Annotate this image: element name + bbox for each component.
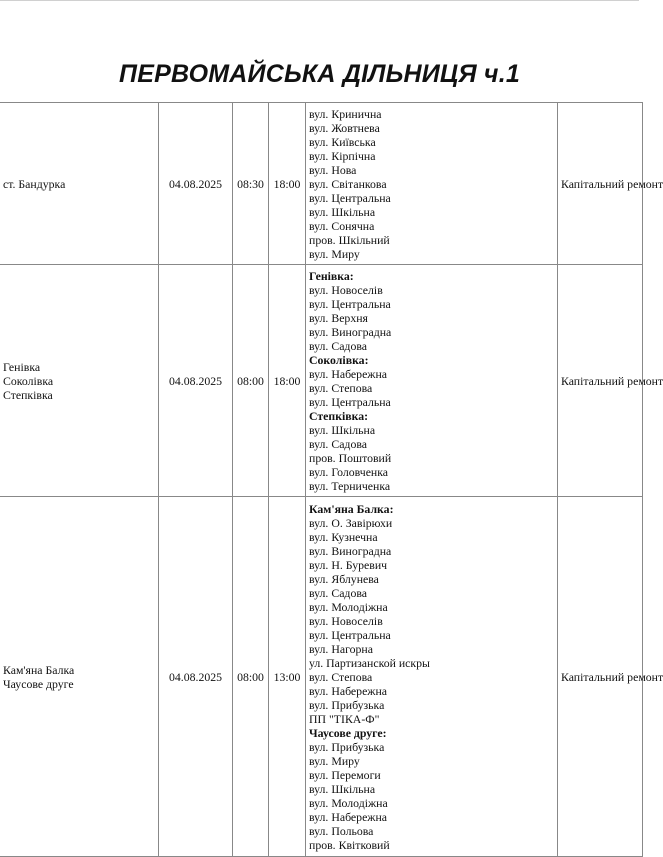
street-name: вул. Кірпічна xyxy=(309,148,376,163)
schedule-table-body xyxy=(0,103,663,857)
street-name: пров. Шкільний xyxy=(309,232,390,247)
street-name: вул. Виноградна xyxy=(309,324,392,339)
street-name: вул. Центральна xyxy=(309,394,391,409)
street-name: вул. Кузнечна xyxy=(309,529,378,544)
street-name: вул. Степова xyxy=(309,669,373,684)
date-cell: 04.08.2025 xyxy=(159,265,233,497)
street-name: вул. Миру xyxy=(309,246,360,261)
street-name: вул. Головченка xyxy=(309,464,389,479)
work-type-cell: Капітальний ремонт xyxy=(558,103,643,265)
street-name: вул. Перемоги xyxy=(309,767,381,782)
location-name: Соколівка xyxy=(3,373,54,388)
street-name: вул. Польова xyxy=(309,823,374,838)
date-cell: 04.08.2025 xyxy=(159,103,233,265)
street-name: вул. Яблунева xyxy=(309,571,379,586)
start-time-cell: 08:00 xyxy=(233,265,269,497)
street-name: вул. Н. Буревич xyxy=(309,557,388,572)
location-name: ст. Бандурка xyxy=(3,176,66,191)
street-name: вул. Новоселів xyxy=(309,613,383,628)
location-cell xyxy=(0,103,159,265)
street-name: вул. Молодіжна xyxy=(309,599,388,614)
location-name: Генівка xyxy=(3,359,41,374)
street-name: вул. Кринична xyxy=(309,106,382,121)
date-cell: 04.08.2025 xyxy=(159,497,233,857)
table-row xyxy=(0,265,643,497)
street-name: вул. Прибузька xyxy=(309,697,385,712)
street-name: ПП "ТІКА-Ф" xyxy=(309,711,380,726)
table-row xyxy=(0,103,643,265)
streets-cell xyxy=(306,103,558,265)
street-name: вул. Миру xyxy=(309,753,360,768)
street-name: вул. Прибузька xyxy=(309,739,385,754)
street-name: вул. Молодіжна xyxy=(309,795,388,810)
outage-schedule-table xyxy=(0,102,663,857)
street-name: вул. Набережна xyxy=(309,809,388,824)
end-time-cell: 13:00 xyxy=(269,497,306,857)
street-name: вул. Садова xyxy=(309,585,367,600)
end-time-cell: 18:00 xyxy=(269,103,306,265)
end-time-cell: 18:00 xyxy=(269,265,306,497)
street-name: вул. Терниченка xyxy=(309,478,391,493)
street-name: ул. Партизанской искры xyxy=(309,655,430,670)
street-name: вул. Верхня xyxy=(309,310,368,325)
settlement-header: Степківка: xyxy=(309,408,369,423)
street-name: вул. Виноградна xyxy=(309,543,392,558)
work-type-cell: Капітальний ремонт xyxy=(558,265,643,497)
street-name: вул. Набережна xyxy=(309,366,388,381)
streets-cell xyxy=(306,497,558,857)
location-cell xyxy=(0,265,159,497)
start-time-cell: 08:00 xyxy=(233,497,269,857)
location-name: Чаусове друге xyxy=(3,676,74,691)
street-name: вул. Київська xyxy=(309,134,376,149)
street-name: вул. Жовтнева xyxy=(309,120,380,135)
location-cell xyxy=(0,497,159,857)
settlement-header: Генівка: xyxy=(309,268,354,283)
street-name: вул. Садова xyxy=(309,338,367,353)
street-name: вул. Шкільна xyxy=(309,781,376,796)
street-name: вул. Шкільна xyxy=(309,204,376,219)
location-name: Кам'яна Балка xyxy=(3,662,75,677)
street-name: вул. Центральна xyxy=(309,627,391,642)
page-title: ПЕРВОМАЙСЬКА ДІЛЬНИЦЯ ч.1 xyxy=(119,60,520,88)
table-row xyxy=(0,497,643,857)
street-name: вул. Степова xyxy=(309,380,373,395)
settlement-header: Чаусове друге: xyxy=(309,725,387,740)
street-name: вул. Новоселів xyxy=(309,282,383,297)
street-name: пров. Квітковий xyxy=(309,837,390,852)
top-border-line xyxy=(0,0,639,1)
street-name: вул. Нова xyxy=(309,162,357,177)
work-type-cell: Капітальний ремонт xyxy=(558,497,643,857)
street-name: вул. Сонячна xyxy=(309,218,375,233)
street-name: вул. О. Завірюхи xyxy=(309,515,393,530)
street-name: вул. Центральна xyxy=(309,296,391,311)
settlement-header: Кам'яна Балка: xyxy=(309,501,394,516)
streets-cell xyxy=(306,265,558,497)
street-name: вул. Набережна xyxy=(309,683,388,698)
settlement-header: Соколівка: xyxy=(309,352,369,367)
location-name: Степківка xyxy=(3,387,53,402)
street-name: вул. Шкільна xyxy=(309,422,376,437)
street-name: вул. Світанкова xyxy=(309,176,387,191)
start-time-cell: 08:30 xyxy=(233,103,269,265)
street-name: вул. Центральна xyxy=(309,190,391,205)
street-name: вул. Нагорна xyxy=(309,641,373,656)
street-name: пров. Поштовий xyxy=(309,450,392,465)
street-name: вул. Садова xyxy=(309,436,367,451)
